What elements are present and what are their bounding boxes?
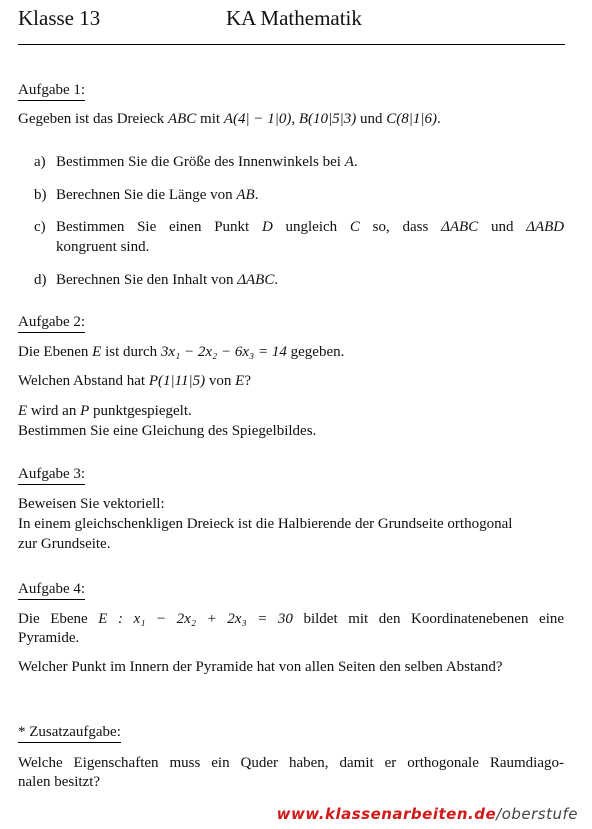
task2-line1: Die Ebenen E ist durch 3x₁ − 2x₂ − 6x₃ = 14 gegeben. [18,344,345,360]
task1-item-d-text: Berechnen Sie den Inhalt von ΔABC. [56,272,279,288]
task2-line3: E wird an P punktgespiegelt. [18,403,192,419]
task1-item-c-line1: Bestimmen Sie einen Punkt D ungleich C so, dass ΔABC und ΔABD [56,219,565,235]
task4-line3: Welcher Punkt im Innern der Pyramide hat von allen Seiten den selben Abstand? [18,659,503,675]
task3-heading: Aufgabe 3: [18,465,85,485]
header-divider [18,44,565,45]
task3-line3: zur Grundseite. [18,536,111,552]
task2-line4: Bestimmen Sie eine Gleichung des Spiegelbildes. [18,423,317,439]
task2-heading: Aufgabe 2: [18,313,85,333]
bonus-line2: nalen besitzt? [18,774,101,790]
page-title: KA Mathematik [226,6,362,30]
task1-item-a-label: a) [34,154,46,170]
task2-line2: Welchen Abstand hat P(1|11|5) von E? [18,373,251,389]
task1-item-c-label: c) [34,219,46,235]
task1-intro: Gegeben ist das Dreieck ABC mit A(4| − 1|0), B(10|5|3) und C(8|1|6). [18,111,441,127]
task3-line2: In einem gleichschenkligen Dreieck ist die Halbierende der Grundseite orthogonal [18,516,513,532]
task4-heading: Aufgabe 4: [18,580,85,600]
footer-link[interactable] [277,805,578,823]
task1-item-a-text: Bestimmen Sie die Größe des Innenwinkels bei A. [56,154,358,170]
task3-line1: Beweisen Sie vektoriell: [18,496,165,512]
bonus-heading: * Zusatzaufgabe: [18,723,121,743]
task1-heading: Aufgabe 1: [18,81,85,101]
bonus-line1: Welche Eigenschaften muss ein Quder haben, damit er orthogonale Raumdiago- [18,755,564,771]
footer-slash: / [496,805,502,823]
footer-section: oberstufe [501,805,578,823]
footer-site: www.klassenarbeiten.de [276,805,497,823]
task1-item-d-label: d) [34,272,47,288]
class-label: Klasse 13 [18,6,101,30]
task1-item-c-line2: kongruent sind. [56,239,150,255]
task4-line1: Die Ebene E : x₁ − 2x₂ + 2x₃ = 30 bildet mit den Koordinatenebenen eine [18,611,565,627]
task4-line2: Pyramide. [18,630,80,646]
task1-item-b-label: b) [34,187,47,203]
task1-item-b-text: Berechnen Sie die Länge von AB. [56,187,259,203]
